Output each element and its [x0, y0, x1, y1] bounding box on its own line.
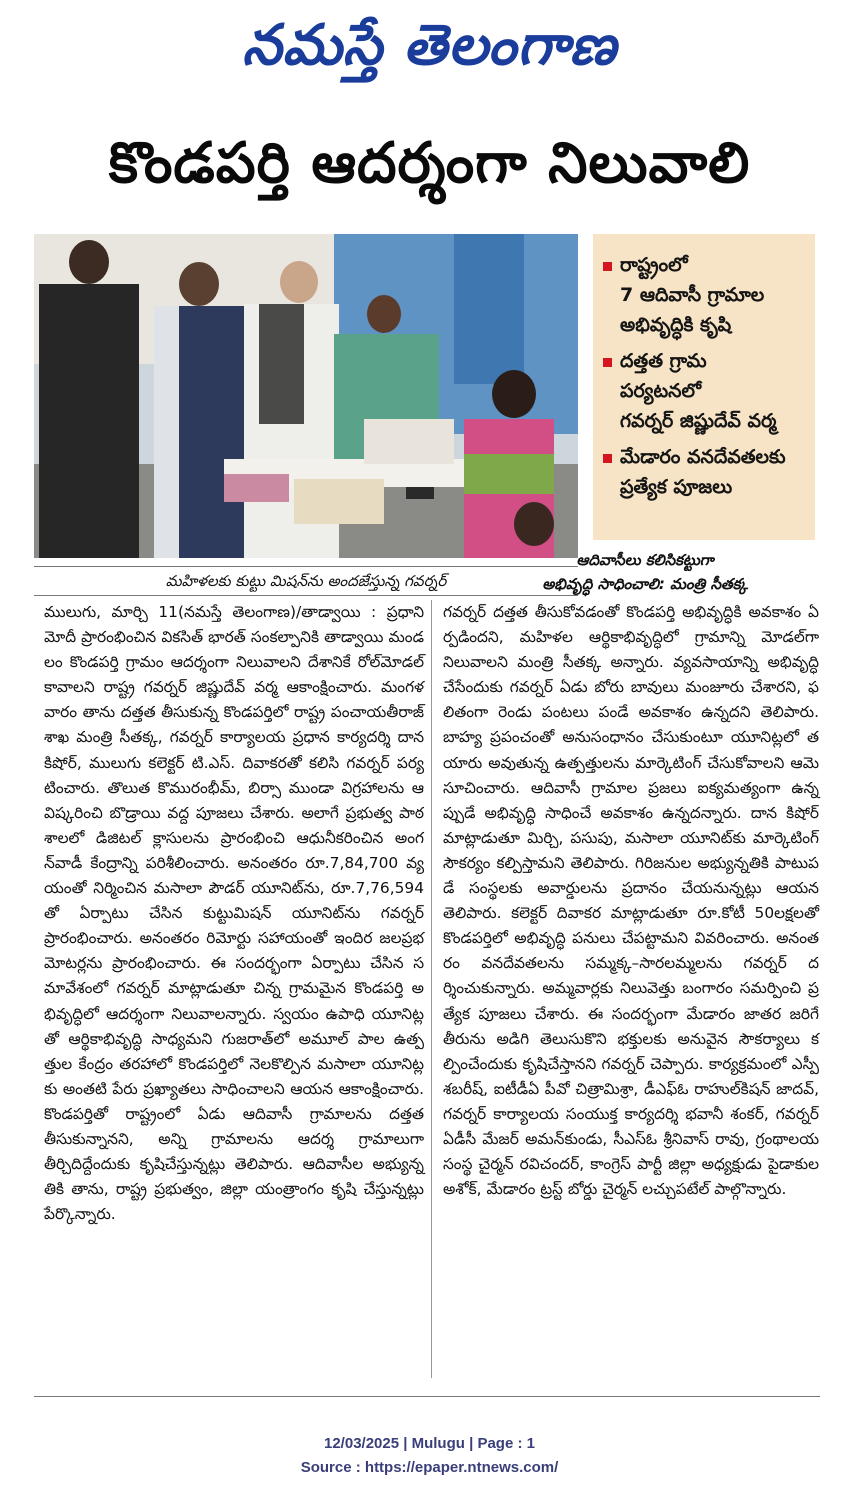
photo-caption: మహిళలకు కుట్టు మిషన్‌ను అందజేస్తున్న గవర్నర్	[34, 566, 578, 596]
headline: కొండపర్తి ఆదర్శంగా నిలువాలి	[108, 131, 751, 196]
footer	[0, 1432, 859, 1480]
subheadline: ఆదివాసీలు కలిసికట్టుగా అభివృద్ధి సాధించాలి: మంత్రి సీతక్క	[542, 551, 748, 593]
highlights-box	[593, 234, 815, 540]
highlight-text: రాష్ట్రంలో 7 ఆదివాసీ గ్రామాల అభివృద్ధికి కృషి	[620, 254, 765, 336]
footer-source-link[interactable]: Source : https://epaper.ntnews.com/	[300, 1459, 559, 1476]
bottom-rule	[34, 1396, 820, 1397]
news-photo	[34, 234, 578, 558]
square-bullet-icon	[603, 358, 612, 367]
governor-photo-illustration	[34, 234, 578, 558]
footer-date-edition: 12/03/2025 | Mulugu | Page : 1	[324, 1435, 535, 1452]
article-column-left: ములుగు, మార్చి 11(నమస్తే తెలంగాణ)/తాడ్వాయి : ప్రధాని మోదీ ప్రారంభించిన వికసిత్ భారత్ సంకల్పానికి తాడ్వాయి మండలం కొండపర్తి గ్రామం ఆదర్శంగా నిలువాలని దేశానికే రోల్‌మోడల్ కావాలని రాష్ట్ర గవర్నర్ జిష్ణుదేవ్ వర్మ ఆకాంక్షించారు. మంగళవారం తాను దత్తత తీసుకున్న కొండపర్తిలో రాష్ట్ర పంచాయతీరాజ్ శాఖ మంత్రి సీతక్క, గవర్నర్ కార్యాలయ ప్రధాన కార్యదర్శి దాన కిషోర్, ములుగు కలెక్టర్ టి.ఎస్. దివాకరతో కలిసి గవర్నర్ పర్యటించారు. తొలుత కొమురంభీమ్, బిర్సా ముండా విగ్రహాలను ఆవిష్కరించి బొడ్రాయి వద్ద పూజలు చేశారు. అలాగే ప్రభుత్వ పాఠశాలలో డిజిటల్ క్లాసులను ప్రారంభించి ఆధునీకరించిన అంగన్‌వాడీ కేంద్రాన్ని పరిశీలించారు. అనంతరం రూ.7,84,700 వ్యయంతో నిర్మించిన మసాలా పౌడర్ యూనిట్‌ను, రూ.7,76,594 తో ఏర్పాటు చేసిన కుట్టుమిషన్ యూనిట్‌ను గవర్నర్ ప్రారంభించారు. అనంతరం రిమోర్టు సహాయంతో ఇందిర జలప్రభ మోటర్లను ప్రారంభించారు. ఈ సందర్భంగా ఏర్పాటు చేసిన సమావేశంలో గవర్నర్ మాట్లాడుతూ చిన్న గ్రామమైన కొండపర్తి అభివృద్ధిలో ఆదర్శంగా నిలువాలన్నారు. స్వయం ఉపాధి యూనిట్లతో ఆర్థికాభివృద్ధి సాధ్యమని గుజరాత్‌లో అమూల్ పాల ఉత్పత్తుల కేంద్రం తరహాలో కొండపర్తిలో నెలకొల్పిన మసాలా యూనిట్లకు అంతటి పేరు ప్రఖ్యాతలు సాధించాలని ఆయన ఆకాంక్షించారు. కొండపర్తితో రాష్ట్రంలో ఏడు ఆదివాసీ గ్రామాలను దత్తత తీసుకున్నానని, అన్ని గ్రామాలను ఆదర్శ గ్రామాలుగా తీర్చిదిద్దేందుకు కృషిచేస్తున్నట్లు తెలిపారు. ఆదివాసీల అభ్యున్నతికి తాను, రాష్ట్ర ప్రభుత్వం, జిల్లా యంత్రాంగం కృషి చేస్తున్నట్లు పేర్కొన్నారు.	[44, 603, 424, 1224]
column-divider	[431, 600, 432, 1378]
article-column-right: గవర్నర్ దత్తత తీసుకోవడంతో కొండపర్తి అభివృద్ధికి అవకాశం ఏర్పడిందని, మహిళల ఆర్థికాభివృద్ధిలో గ్రామాన్ని మోడల్‌గా నిలువాలని మంత్రి సీతక్క అన్నారు. వ్యవసాయాన్ని అభివృద్ధి చేసేందుకు గవర్నర్ ఏడు బోరు బావులు మంజూరు చేశారని, ఫలితంగా రెండు పంటలు పండే అవకాశం ఉన్నదని తెలిపారు. బాహ్య ప్రపంచంతో అనుసంధానం చేసుకుంటూ యూనిట్లలో తయారు అవుతున్న ఉత్పత్తులను మార్కెటింగ్ చేసుకోవాలని ఆమె సూచించారు. ఆదివాసీ గ్రామాల ప్రజలు ఐక్యమత్యంగా ఉన్నప్పుడే అభివృద్ధి సాధించే అవకాశం ఉన్నదన్నారు. దాన కిషోర్ మాట్లాడుతూ మిర్చి, పసుపు, మసాలా యూనిట్‌కు మార్కెటింగ్ సౌకర్యం కల్పిస్తామని తెలిపారు. గిరిజనుల అభ్యున్నతికి పాటుపడే సంస్థలకు అవార్డులను ప్రదానం చేయనున్నట్లు ఆయన తెలిపారు. కలెక్టర్ దివాకర మాట్లాడుతూ రూ.కోటీ 50లక్షలతో కొండపర్తిలో అభివృద్ధి పనులు చేపట్టామని వివరించారు. అనంతరం వనదేవతలను సమ్మక్క–సారలమ్మలను గవర్నర్ దర్శించుకున్నారు. అమ్మవార్లకు నిలువెత్తు బంగారం సమర్పించి ప్రత్యేక పూజలు చేశారు. ఈ సందర్భంగా మేడారం జాతర జరిగే తీరును అడిగి తెలుసుకొని భక్తులకు అనువైన సౌకర్యాలు కల్పించేందుకు కృషిచేస్తానని గవర్నర్ చెప్పారు. కార్యక్రమంలో ఎస్పీ శబరీష్, ఐటీడీఏ పీవో చిత్రామిశ్రా, డీఎఫ్‌ఓ రాహుల్‌కిషన్ జాదవ్, గవర్నర్ కార్యాలయ సంయుక్త కార్యదర్శి భవానీ శంకర్, గవర్నర్ ఏడీసీ మేజర్ అమన్‌కుండు, సీఎస్‌ఓ శ్రీనివాస్ రావు, గ్రంథాలయ సంస్థ చైర్మన్ రవిచందర్, కాంగ్రెస్ పార్టీ జిల్లా అధ్యక్షుడు పైడాకుల అశోక్, మేడారం ట్రస్ట్ బోర్డు చైర్మన్ లచ్చుపటేల్ పాల్గొన్నారు.	[443, 603, 819, 1199]
highlight-text: మేడారం వనదేవతలకు ప్రత్యేక పూజలు	[620, 446, 786, 498]
masthead	[0, 0, 859, 92]
newspaper-logo: నమస్తే తెలంగాణ	[242, 12, 617, 78]
highlight-text: దత్తత గ్రామ పర్యటనలో గవర్నర్ జిష్ణుదేవ్ వర్మ	[620, 350, 777, 432]
square-bullet-icon	[603, 262, 612, 271]
highlight-item	[603, 442, 805, 502]
square-bullet-icon	[603, 454, 612, 463]
highlight-item	[603, 346, 805, 436]
highlight-item	[603, 250, 805, 340]
